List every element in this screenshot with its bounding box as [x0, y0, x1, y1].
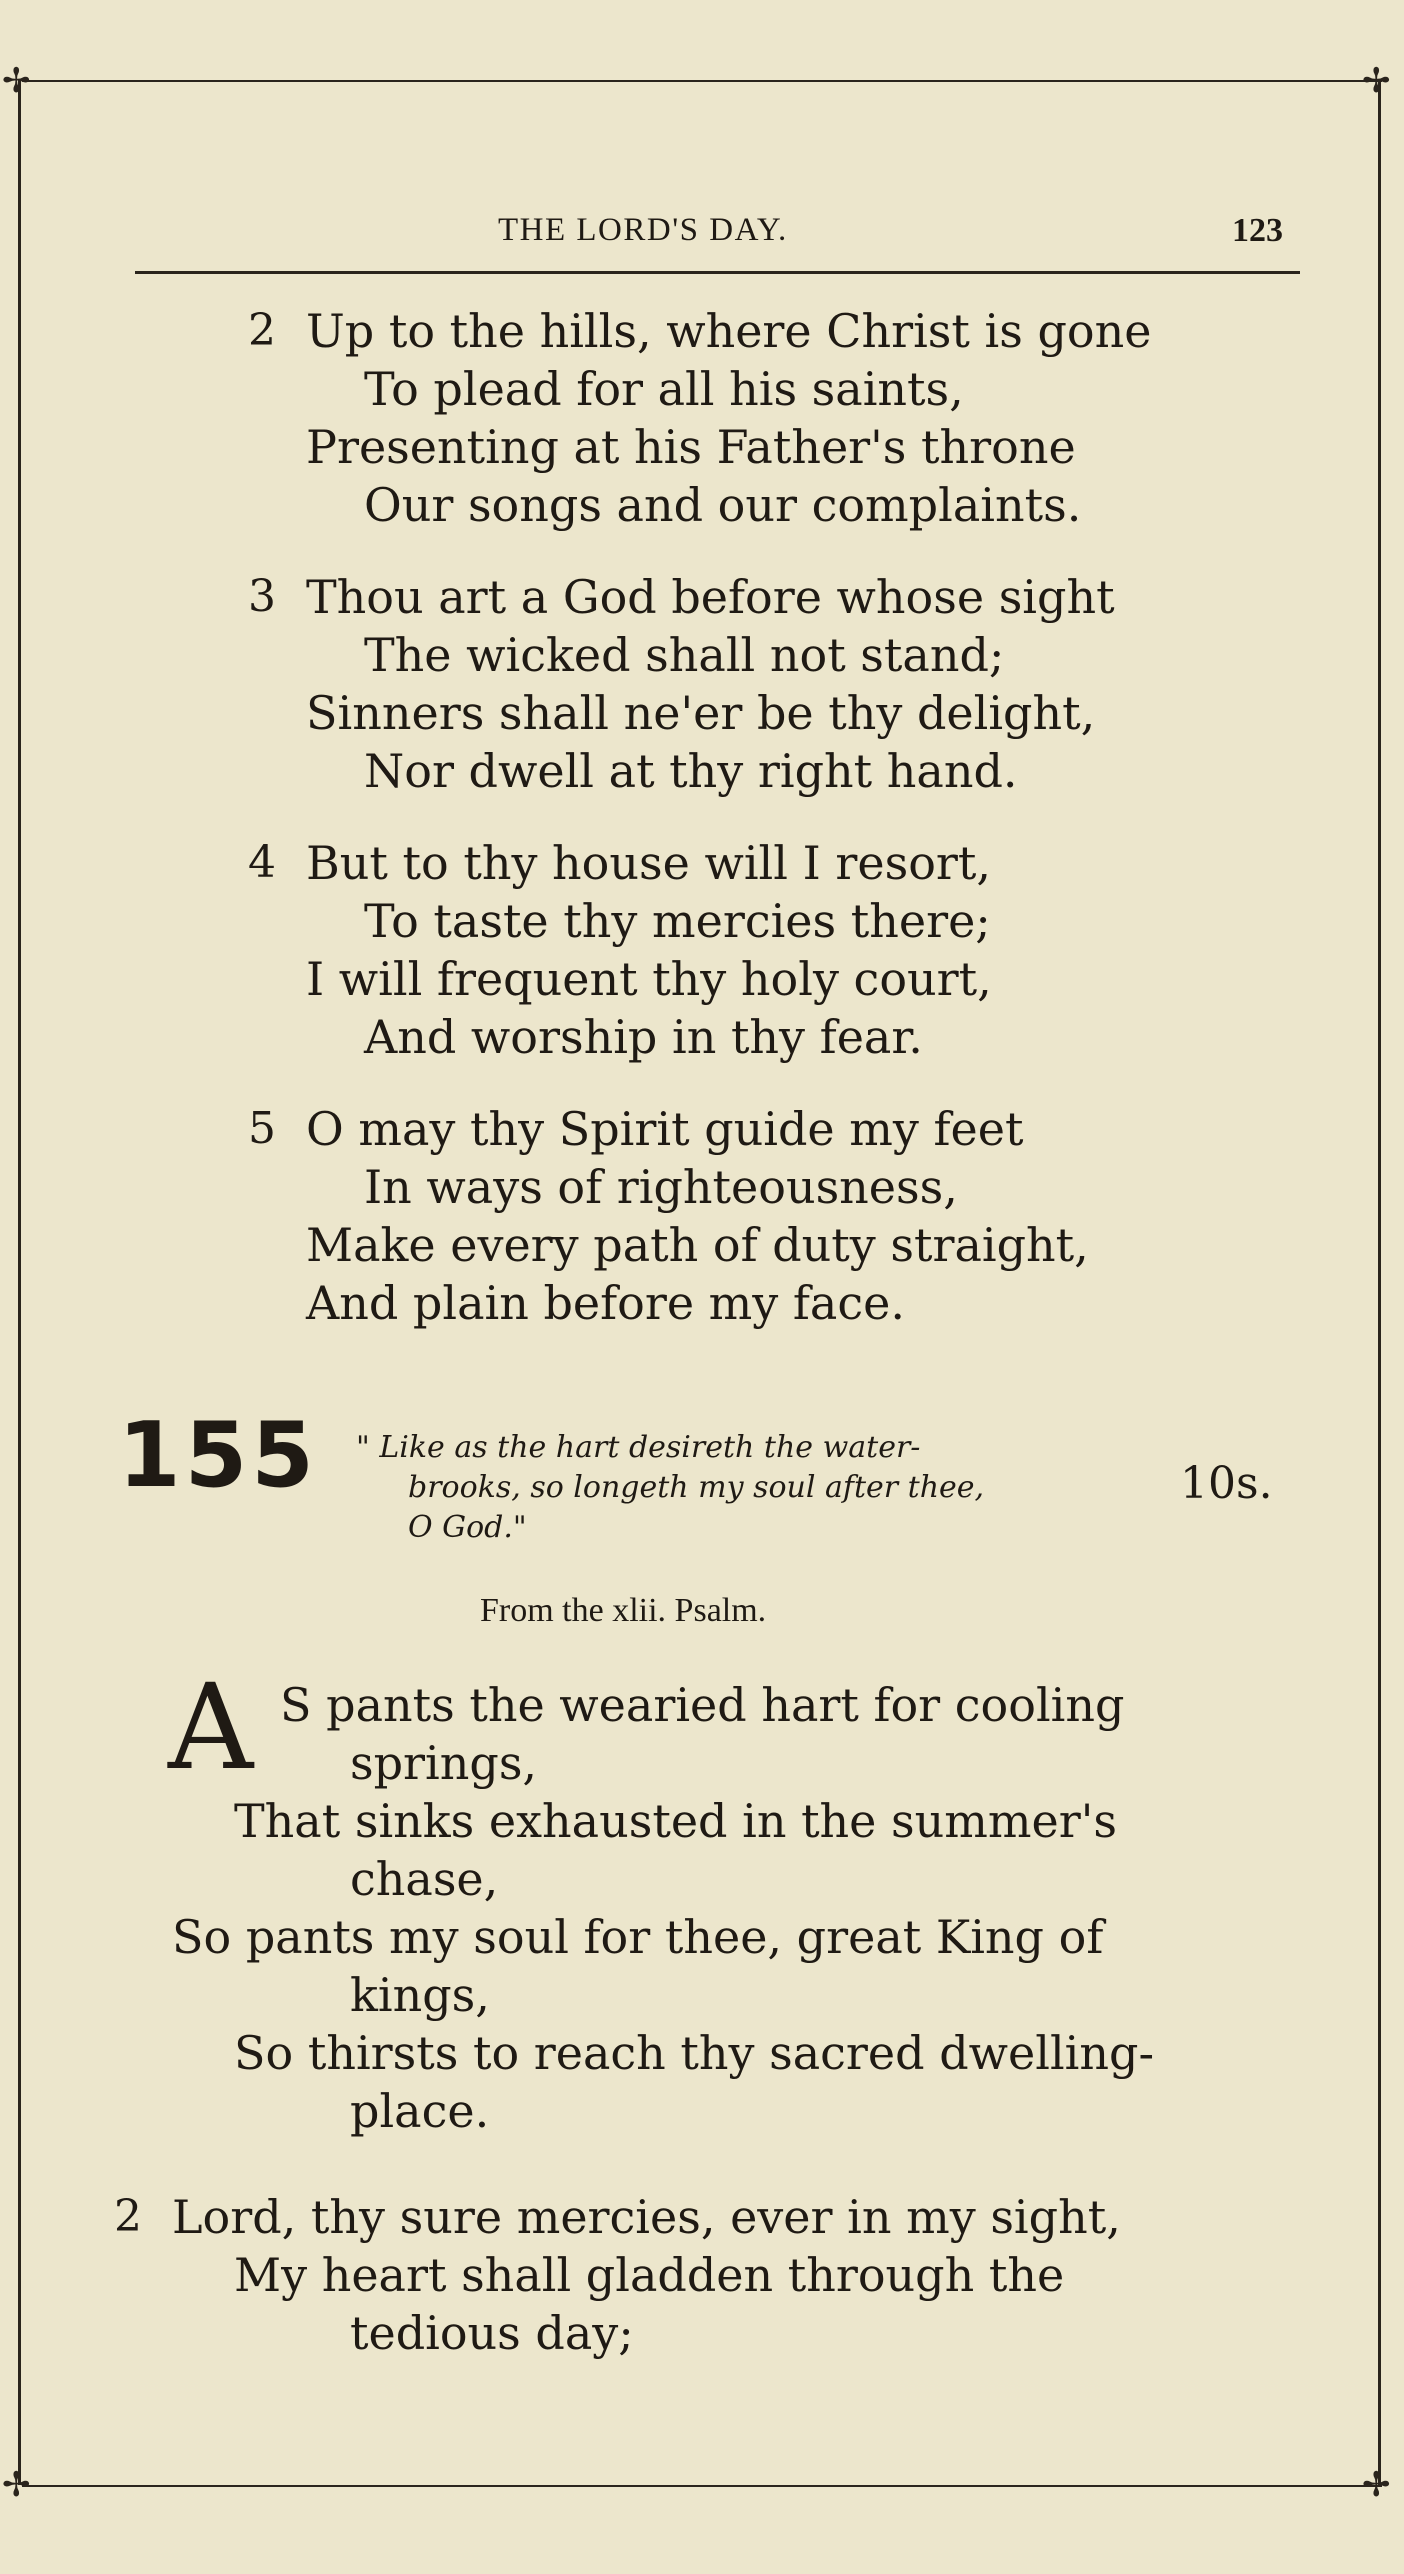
verse-line: To plead for all his saints, [364, 362, 964, 416]
bottom-left-ornament: ✢ [2, 2465, 31, 2505]
verse-line: chase, [350, 1852, 499, 1906]
verse-line: So thirsts to reach thy sacred dwelling- [234, 2026, 1154, 2080]
top-border-rule [22, 80, 1382, 82]
verse-line: And worship in thy fear. [364, 1010, 923, 1064]
verse-line: Lord, thy sure mercies, ever in my sight, [172, 2190, 1121, 2244]
stanza-number: 2 [114, 2191, 142, 2242]
source-note: From the xlii. Psalm. [480, 1592, 767, 1629]
verse-line: To taste thy mercies there; [364, 894, 991, 948]
bottom-right-ornament: ✢ [1362, 2465, 1391, 2505]
verse-line: O may thy Spirit guide my feet [306, 1102, 1024, 1156]
epigraph-line: brooks, so longeth my soul after thee, [408, 1470, 985, 1505]
left-border-rule [18, 80, 21, 2485]
verse-line: S pants the wearied hart for cooling [280, 1678, 1125, 1732]
verse-line: kings, [350, 1968, 490, 2022]
verse-line: In ways of righteousness, [364, 1160, 958, 1214]
hymn-number: 155 [118, 1403, 318, 1508]
epigraph-line: O God." [408, 1510, 527, 1545]
verse-line: And plain before my face. [306, 1276, 905, 1330]
verse-line: Our songs and our complaints. [364, 478, 1082, 532]
stanza-number: 3 [248, 571, 276, 622]
verse-line: Sinners shall ne'er be thy delight, [306, 686, 1096, 740]
page-number: 123 [1232, 212, 1283, 249]
verse-line: But to thy house will I resort, [306, 836, 991, 890]
verse-line: Nor dwell at thy right hand. [364, 744, 1018, 798]
verse-line: Presenting at his Father's throne [306, 420, 1076, 474]
header-rule [135, 271, 1300, 274]
top-left-ornament: ✢ [2, 61, 31, 101]
verse-line: Thou art a God before whose sight [306, 570, 1115, 624]
verse-line: The wicked shall not stand; [364, 628, 1005, 682]
meter-label: 10s. [1180, 1458, 1273, 1509]
stanza-number: 2 [248, 305, 276, 356]
right-border-rule [1378, 80, 1381, 2485]
verse-line: springs, [350, 1736, 538, 1790]
verse-line: That sinks exhausted in the summer's [234, 1794, 1117, 1848]
stanza-number: 4 [248, 837, 276, 888]
verse-line: place. [350, 2084, 490, 2138]
verse-line: Make every path of duty straight, [306, 1218, 1089, 1272]
drop-capital: A [168, 1658, 254, 1796]
verse-line: Up to the hills, where Christ is gone [306, 304, 1152, 358]
verse-line: I will frequent thy holy court, [306, 952, 992, 1006]
verse-line: So pants my soul for thee, great King of [172, 1910, 1104, 1964]
top-right-ornament: ✢ [1362, 61, 1391, 101]
bottom-border-rule [22, 2485, 1382, 2487]
verse-line: My heart shall gladden through the [234, 2248, 1065, 2302]
verse-line: tedious day; [350, 2306, 634, 2360]
stanza-number: 5 [248, 1103, 276, 1154]
running-title: THE LORD'S DAY. [498, 212, 788, 248]
epigraph-line: " Like as the hart desireth the water- [356, 1430, 921, 1465]
